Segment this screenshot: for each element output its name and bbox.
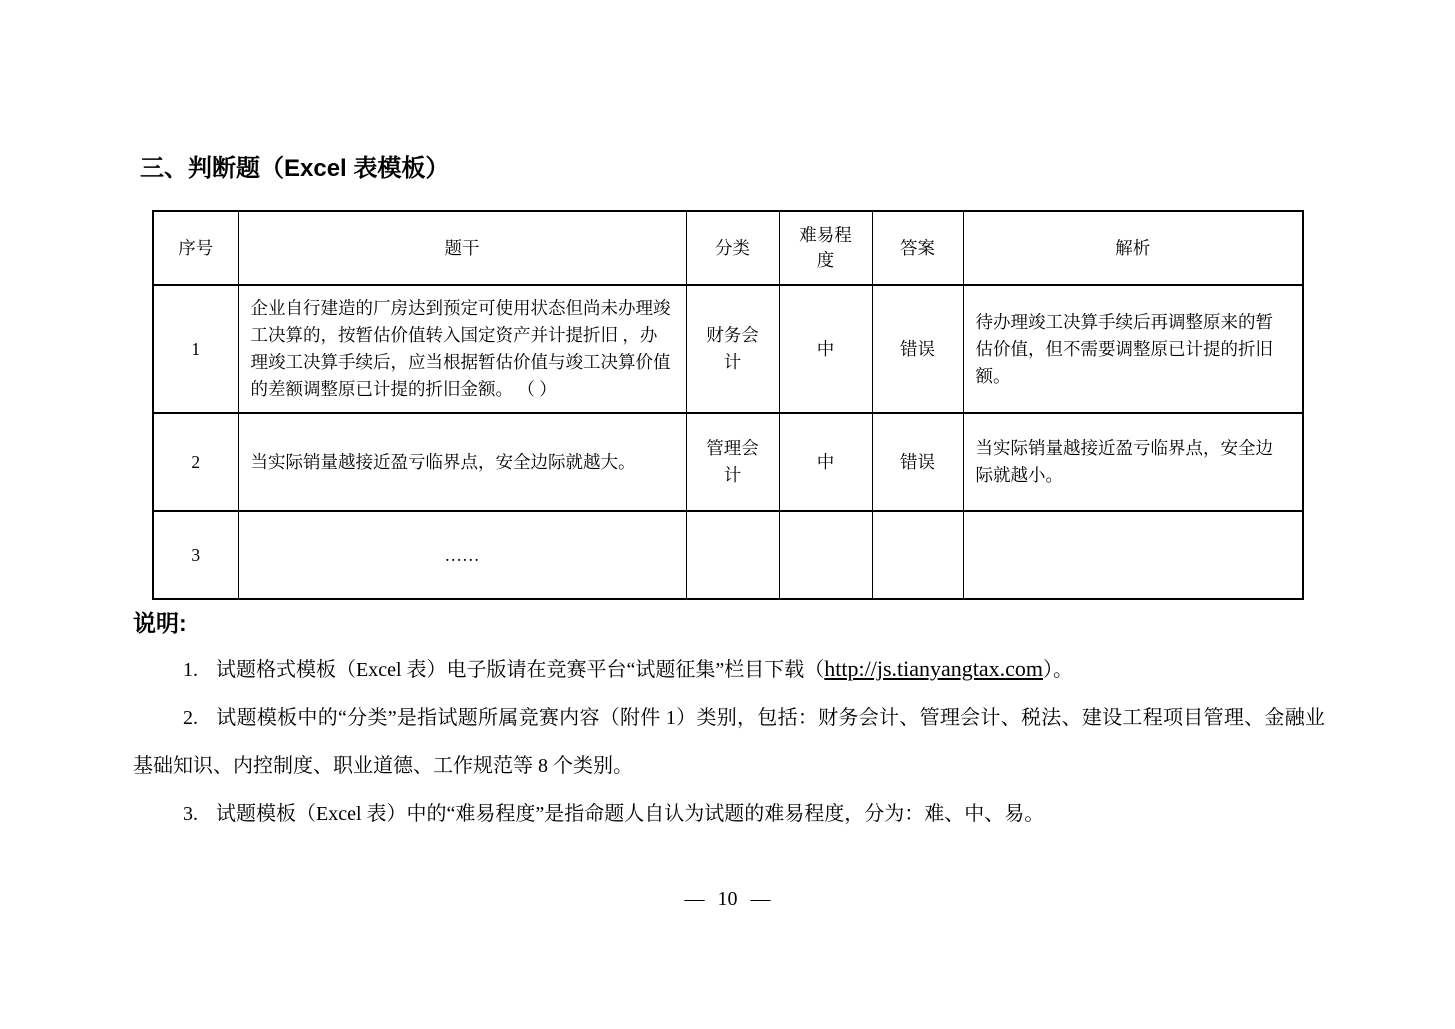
notes-section xyxy=(133,601,1325,838)
cell-answer: 错误 xyxy=(872,413,963,511)
cell-question: 当实际销量越接近盈亏临界点，安全边际就越大。 xyxy=(238,413,686,511)
cell-answer: 错误 xyxy=(872,285,963,413)
cell-difficulty: 中 xyxy=(779,285,872,413)
cell-question: …… xyxy=(238,511,686,599)
column-header-category: 分类 xyxy=(686,211,779,285)
cell-analysis: 当实际销量越接近盈亏临界点，安全边际就越小。 xyxy=(963,413,1303,511)
cell-no: 3 xyxy=(153,511,238,599)
page-title: 三、判断题（Excel 表模板） xyxy=(140,155,450,182)
note-number: 2. xyxy=(183,707,198,729)
cell-analysis xyxy=(963,511,1303,599)
column-header-difficulty xyxy=(779,211,872,285)
cell-category xyxy=(686,511,779,599)
notes-label: 说明: xyxy=(133,610,187,636)
cell-no: 2 xyxy=(153,413,238,511)
column-header-difficulty-label: 难易程度 xyxy=(799,224,852,270)
note-text: 试题格式模板（Excel 表）电子版请在竞赛平台“试题征集”栏目下载（ xyxy=(216,659,825,681)
note-number: 3. xyxy=(183,803,198,825)
table-row xyxy=(153,285,1303,413)
note-item-3 xyxy=(133,790,1325,838)
cell-category: 财务会计 xyxy=(686,285,779,413)
column-header-answer: 答案 xyxy=(872,211,963,285)
cell-no: 1 xyxy=(153,285,238,413)
note-number: 1. xyxy=(183,659,198,681)
note-item-2 xyxy=(133,694,1325,790)
column-header-question: 题干 xyxy=(238,211,686,285)
note-item-1 xyxy=(133,645,1325,694)
page-number: — 10 — xyxy=(684,888,771,910)
table-header-row xyxy=(153,211,1303,285)
table-row xyxy=(153,511,1303,599)
note-text: ）。 xyxy=(1043,659,1074,681)
table-row xyxy=(153,413,1303,511)
cell-question: 企业自行建造的厂房达到预定可使用状态但尚未办理竣工决算的，按暂估价值转入国定资产并计提折旧 ，办理竣工决算手续后，应当根据暂估价值与竣工决算价值的差额调整原已计提的折旧金额。 （ ） xyxy=(238,285,686,413)
column-header-no: 序号 xyxy=(153,211,238,285)
cell-difficulty xyxy=(779,511,872,599)
note-text: 试题模板中的“分类”是指试题所属竞赛内容（附件 1）类别，包括：财务会计、管理会计、税法、建设工程项目管理、金融业基础知识、内控制度、职业道德、工作规范等 8 个类别。 xyxy=(133,707,1325,777)
cell-category: 管理会计 xyxy=(686,413,779,511)
note-text: 试题模板（Excel 表）中的“难易程度”是指命题人自认为试题的难易程度，分为：难、中、易。 xyxy=(216,803,1045,825)
question-table xyxy=(152,210,1304,600)
download-hyperlink[interactable]: http://js.tianyangtax.com xyxy=(824,656,1044,681)
cell-answer xyxy=(872,511,963,599)
column-header-analysis: 解析 xyxy=(963,211,1303,285)
cell-difficulty: 中 xyxy=(779,413,872,511)
cell-analysis: 待办理竣工决算手续后再调整原来的暂估价值，但不需要调整原已计提的折旧额。 xyxy=(963,285,1303,413)
